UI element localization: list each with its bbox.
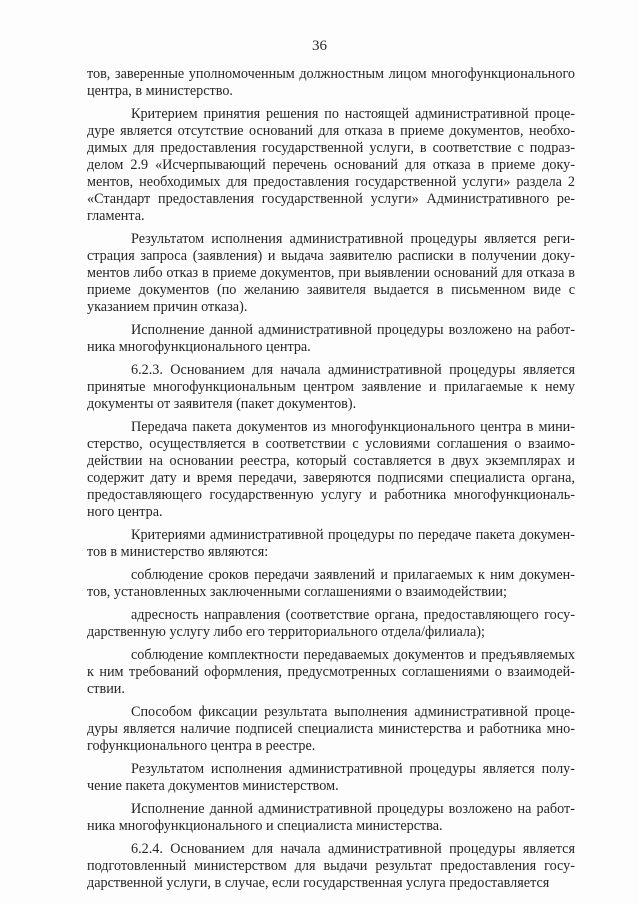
paragraph-criterion-deadlines: соблюдение сроков передачи заявлений и прилагаемых к ним документов, установленных заключенными соглашениями о взаимодействии; [87, 567, 575, 600]
paragraph-package-transfer: Передача пакета документов из многофункционального центра в министерство, осуществляется в соответствии с условиями соглашения о взаимодействии на основании реестра, который составляется в двух экземплярах и содержит дату и время передачи, заверяются подписями специалиста органа, предоставляющего государственную услугу и работника многофункционального центра. [87, 419, 575, 520]
paragraph-criterion-addressing: адресность направления (соответствие органа, предоставляющего государственную услугу либо его территориального отдела/филиала); [87, 607, 575, 640]
paragraph-joint-responsibility: Исполнение данной административной процедуры возложено на работника многофункционального и специалиста министерства. [87, 801, 575, 834]
paragraph-mfc-responsibility: Исполнение данной административной процедуры возложено на работника многофункционального центра. [87, 322, 575, 355]
paragraph-registration-result: Результатом исполнения административной процедуры является регистрация запроса (заявления) и выдача заявителю расписки в получении документов либо отказ в приеме документов, при выявлении оснований для отказа в приеме документов (по желанию заявителя выдается в письменном виде с указанием причин отказа). [87, 231, 575, 315]
document-body [87, 66, 575, 892]
paragraph-acceptance-criterion: Критерием принятия решения по настоящей административной процедуре является отсутствие оснований для отказа в приеме документов, необходимых для предоставления государственной услуги, в соответствие с подразделом 2.9 «Исчерпывающий перечень оснований для отказа в приеме документов, необходимых для предоставления государственной услуги» раздела 2 «Стандарт предоставления государственной услуги» Административного регламента. [87, 106, 575, 224]
paragraph-transfer-criteria: Критериями административной процедуры по передаче пакета документов в министерство являются: [87, 527, 575, 560]
paragraph-section-6-2-4: 6.2.4. Основанием для начала административной процедуры является подготовленный министерством для выдачи результат предоставления государственной услуги, в случае, если государственная услуга предоставляется [87, 841, 575, 891]
page-number: 36 [312, 38, 327, 54]
paragraph-receipt-result: Результатом исполнения административной процедуры является получение пакета документов министерством. [87, 761, 575, 794]
paragraph-criterion-completeness: соблюдение комплектности передаваемых документов и предъявляемых к ним требований оформления, предусмотренных соглашениями о взаимодействии. [87, 647, 575, 697]
paragraph-fixation-method: Способом фиксации результата выполнения административной процедуры является наличие подписей специалиста министерства и работника многофункционального центра в реестре. [87, 704, 575, 754]
paragraph-continuation: тов, заверенные уполномоченным должностным лицом многофункционального центра, в министерство. [87, 66, 575, 99]
paragraph-section-6-2-3: 6.2.3. Основанием для начала административной процедуры является принятые многофункциональным центром заявление и прилагаемые к нему документы от заявителя (пакет документов). [87, 362, 575, 412]
